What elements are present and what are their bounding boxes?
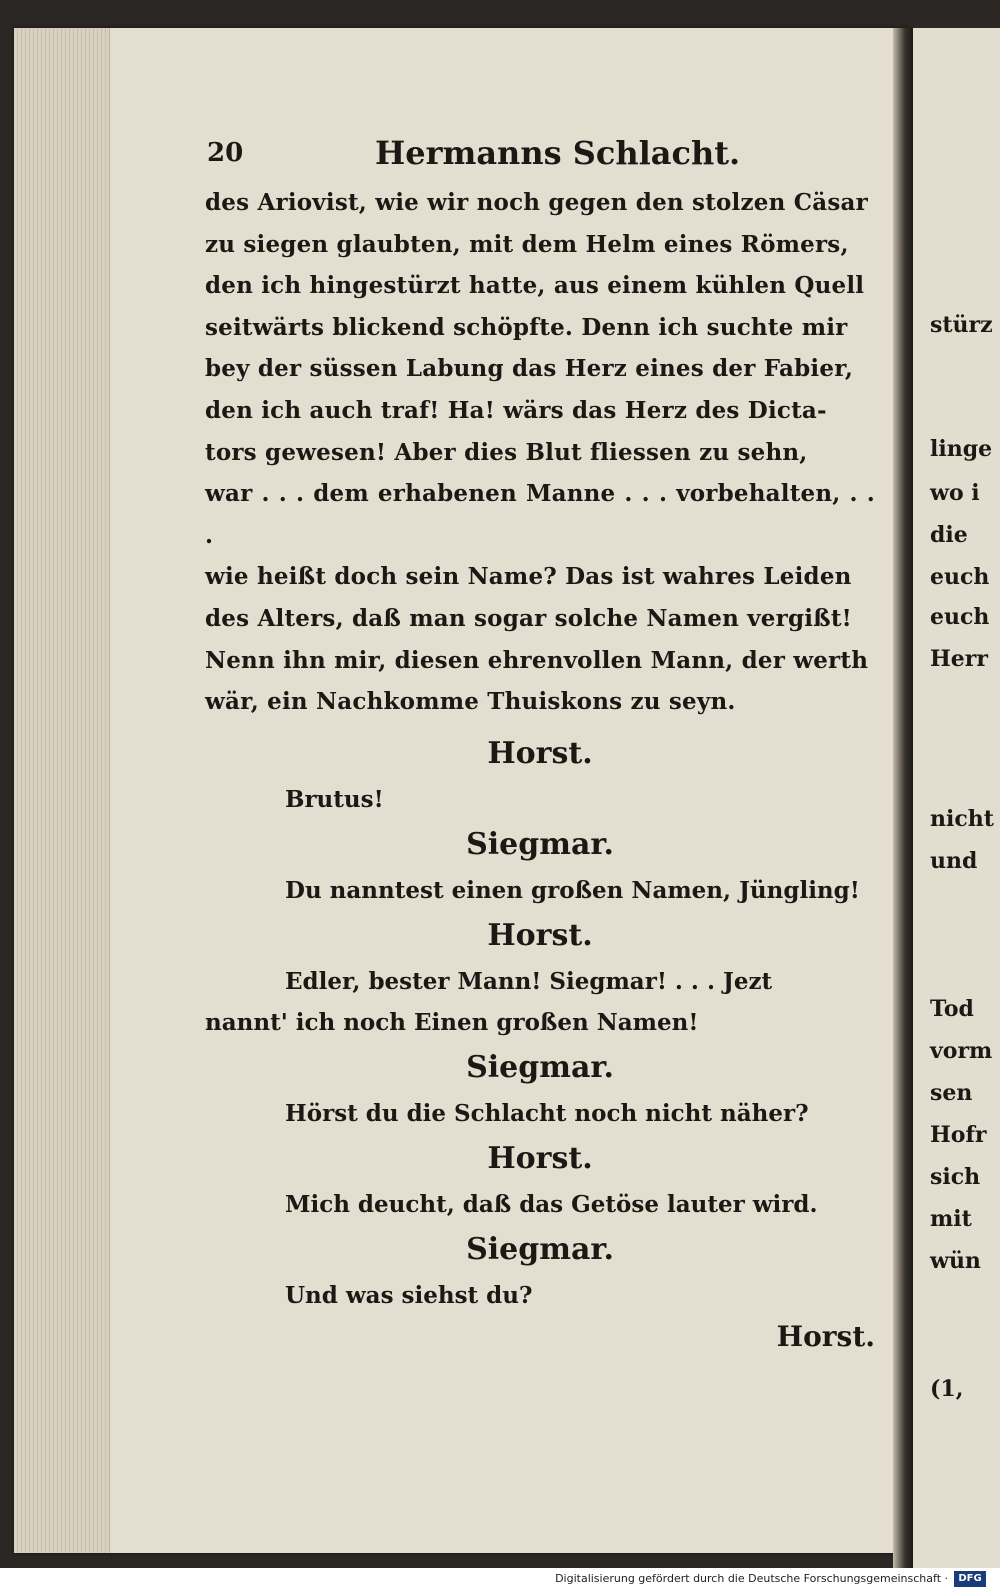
- text-fragment: stürz: [930, 312, 993, 338]
- speech-line: Du nanntest einen großen Namen, Jüngling!: [285, 876, 860, 904]
- text-fragment: nicht: [930, 806, 994, 832]
- text-line: Nenn ihn mir, diesen ehrenvollen Mann, der werth: [205, 646, 869, 674]
- text-fragment: euch: [930, 564, 990, 590]
- text-fragment: wo i: [930, 480, 980, 506]
- text-fragment: die: [930, 522, 968, 548]
- catchword: Horst.: [776, 1319, 875, 1353]
- speech-line: Und was siehst du?: [285, 1281, 533, 1309]
- text-line: den ich auch traf! Ha! wärs das Herz des Dicta-: [205, 396, 827, 424]
- funding-credit: Digitalisierung gefördert durch die Deutsche Forschungsgemeinschaft ·: [555, 1572, 948, 1585]
- page-edges: [14, 28, 110, 1553]
- text-fragment: Tod: [930, 996, 974, 1022]
- text-fragment: sen: [930, 1080, 973, 1106]
- text-line: bey der süssen Labung das Herz eines der Fabier,: [205, 355, 854, 383]
- text-line: des Ariovist, wie wir noch gegen den stolzen Cäsar: [205, 189, 868, 216]
- speech-line: Mich deucht, daß das Getöse lauter wird.: [285, 1190, 818, 1218]
- text-fragment: euch: [930, 604, 990, 630]
- text-fragment: vorm: [930, 1038, 993, 1064]
- text-line: wie heißt doch sein Name? Das ist wahres Leiden: [205, 563, 852, 591]
- text-fragment: Hofr: [930, 1122, 987, 1148]
- speaker-heading: Horst.: [487, 735, 593, 771]
- text-line: tors gewesen! Aber dies Blut fliessen zu sehn,: [205, 438, 808, 466]
- text-line: des Alters, daß man sogar solche Namen vergißt!: [205, 604, 852, 632]
- text-line: den ich hingestürzt hatte, aus einem kühlen Quell: [205, 272, 865, 300]
- text-line: seitwärts blickend schöpfte. Denn ich suchte mir: [205, 313, 848, 341]
- next-page: [913, 28, 1000, 1568]
- speech-line: Edler, bester Mann! Siegmar! . . . Jezt: [285, 967, 773, 995]
- running-title: Hermanns Schlacht.: [375, 134, 741, 172]
- speech-line: nannt' ich noch Einen großen Namen!: [205, 1008, 699, 1036]
- text-fragment: (1,: [930, 1376, 964, 1402]
- speaker-heading: Siegmar.: [466, 1049, 614, 1085]
- text-fragment: linge: [930, 436, 993, 462]
- speech-line: Brutus!: [285, 785, 384, 813]
- text-fragment: wün: [930, 1248, 981, 1274]
- footer-bar: [0, 1568, 1000, 1591]
- speech-line: Hörst du die Schlacht noch nicht näher?: [285, 1099, 809, 1127]
- page-number: 20: [207, 138, 244, 168]
- speaker-heading: Siegmar.: [466, 1231, 614, 1267]
- text-line: zu siegen glaubten, mit dem Helm eines Römers,: [205, 230, 849, 258]
- running-head: [205, 128, 875, 182]
- text-fragment: mit: [930, 1206, 972, 1232]
- text-fragment: Herr: [930, 646, 988, 672]
- book-gutter: [893, 28, 913, 1568]
- paragraph: [205, 182, 875, 723]
- text-fragment: und: [930, 848, 978, 874]
- page-text: [205, 128, 875, 1353]
- speaker-heading: Horst.: [487, 917, 593, 953]
- speaker-heading: Siegmar.: [466, 826, 614, 862]
- text-line: war . . . dem erhabenen Manne . . . vorbehalten, . . .: [205, 480, 875, 549]
- dfg-logo-icon: DFG: [954, 1571, 986, 1587]
- text-line: wär, ein Nachkomme Thuiskons zu seyn.: [205, 688, 736, 716]
- text-fragment: sich: [930, 1164, 981, 1190]
- speaker-heading: Horst.: [487, 1140, 593, 1176]
